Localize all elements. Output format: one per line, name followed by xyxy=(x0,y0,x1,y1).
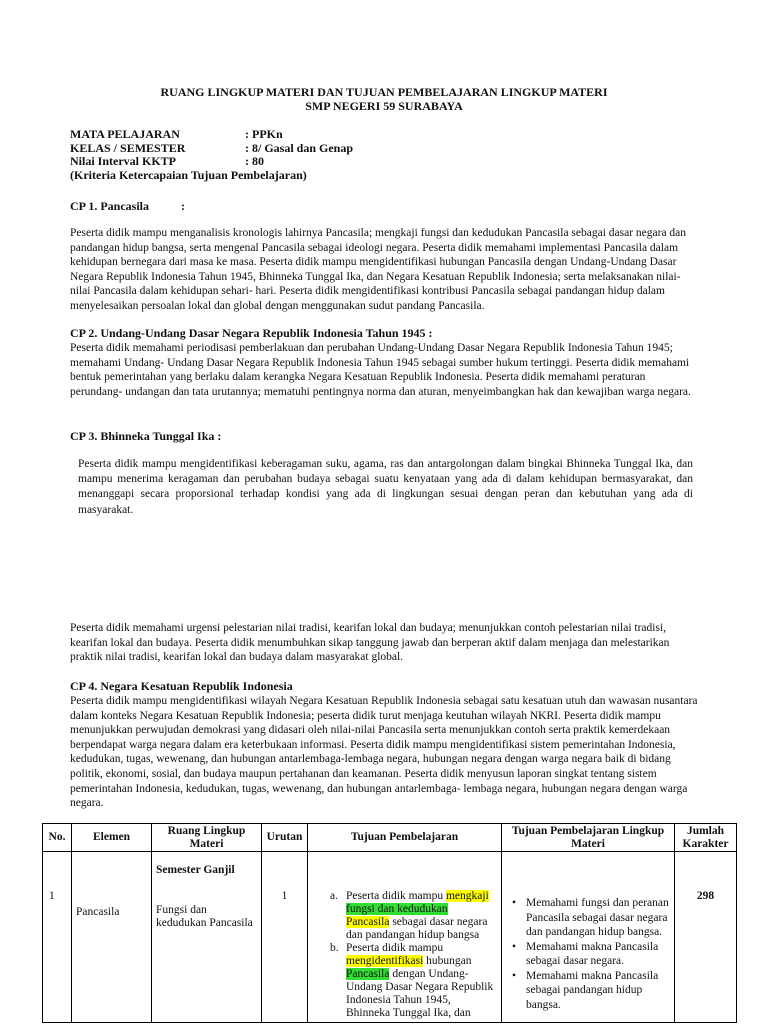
list-item: • Memahami makna Pancasila sebagai dasar negara. xyxy=(526,940,670,969)
highlight-green: fungsi dan kedudukan xyxy=(346,903,448,915)
document-title: RUANG LINGKUP MATERI DAN TUJUAN PEMBELAJARAN LINGKUP MATERI xyxy=(160,85,608,99)
list-item: • Memahami makna Pancasila sebagai pandangan hidup bangsa. xyxy=(526,969,670,1013)
table-row xyxy=(43,852,737,1023)
meta-label: KELAS / SEMESTER xyxy=(70,140,186,155)
header-jumlah: Jumlah Karakter xyxy=(675,824,737,852)
meta-block xyxy=(70,128,353,182)
cp4-paragraph: Peserta didik mampu mengidentifikasi wilayah Negara Kesatuan Republik Indonesia sebagai satu kesatuan utuh dan wawasan nusantara dalam konteks Negara Kesatuan Republik Indonesia; peserta didik turut menjaga keutuhan wilayah NKRI. Peserta didik mampu menunjukkan perwujudan demokrasi yang didasari oleh nilai-nilai Pancasila serta menunjukkan contoh serta praktik kemerdekaan berpendapat warga negara dalam era keterbukaan informasi. Peserta didik mampu mengidentifikasi sistem pemerintahan Indonesia, kedudukan, tugas, wewenang, dan hubungan antarlembaga-lembaga negara, hubungan negara dengan warga negara baik di bidang politik, ekonomi, sosial, dan budaya maupun pertahanan dan keamanan. Peserta didik menyusun laporan singkat tentang sistem pemerintahan Indonesia, kedudukan, tugas, wewenang, dan hubungan antarlembaga- lembaga negara, hubungan negara dengan warga negara. xyxy=(70,695,698,810)
cp4-heading: CP 4. Negara Kesatuan Republik Indonesia xyxy=(70,679,293,693)
cell-elemen: Pancasila xyxy=(72,852,152,1023)
meta-value: : 8/ Gasal dan Genap xyxy=(245,140,354,155)
highlight-yellow: mengidentifikasi xyxy=(346,955,424,967)
header-no: No. xyxy=(43,824,72,852)
cell-ruang xyxy=(152,852,262,1023)
highlight-yellow: Pancasila xyxy=(346,916,390,928)
cp1-paragraph: Peserta didik mampu menganalisis kronologis lahirnya Pancasila; mengkaji fungsi dan kedudukan Pancasila sebagai dasar negara dan pandangan hidup bangsa, serta mengenal Pancasila sebagai ideologi negara. Peserta didik memahami implementasi Pancasila dalam kehidupan bernegara dari masa ke masa. Peserta didik mampu mengidentifikasi hubungan Pancasila dengan Undang-Undang Dasar Negara Republik Indonesia Tahun 1945, Bhinneka Tunggal Ika, dan Negara Kesatuan Republik Indonesia; serta melaksanakan nilai-nilai Pancasila dalam kehidupan sehari- hari. Peserta didik mengidentifikasi kontribusi Pancasila sebagai pandangan hidup dalam menyelesaikan persoalan lokal dan global dengan menggunakan sudut pandang Pancasila. xyxy=(70,227,687,312)
meta-row xyxy=(70,155,353,169)
cp1-heading-text: CP 1. Pancasila xyxy=(70,199,150,213)
tp-table xyxy=(42,823,737,1023)
header-elemen: Elemen xyxy=(72,824,152,852)
cell-tplm xyxy=(502,852,675,1023)
tp-text: dengan Undang-Undang Dasar Negara Republik Indonesia Tahun 1945, Bhinneka Tunggal Ika, dan xyxy=(346,968,494,1019)
highlight-yellow: mengkaji xyxy=(445,890,489,902)
meta-row xyxy=(70,142,353,156)
header-urutan: Urutan xyxy=(262,824,308,852)
header-tplm: Tujuan Pembelajaran Lingkup Materi xyxy=(502,824,675,852)
cp2-paragraph: Peserta didik memahami periodisasi pemberlakuan dan perubahan Undang-Undang Dasar Negara Republik Indonesia Tahun 1945; memahami Undang- Undang Dasar Negara Republik Indonesia Tahun 1945 sebagai sumber hukum tertinggi. Peserta didik memahami bentuk pemerintahan yang berlaku dalam kerangka Negara Kesatuan Republik Indonesia. Peserta didik memahami peraturan perundang- undangan dan tata urutannya; mematuhi pentingnya norma dan aturan, menyeimbangkan hak dan kewajiban warga negara. xyxy=(70,342,691,398)
list-marker: a. xyxy=(330,890,338,902)
cell-no: 1 xyxy=(43,852,72,1023)
highlight-green: Pancasila xyxy=(346,968,390,980)
meta-value: : 80 xyxy=(245,154,264,168)
list-item: • Memahami fungsi dan peranan Pancasila sebagai dasar negara dan pandangan hidup bangsa. xyxy=(526,896,670,940)
tp-text: Peserta didik mampu xyxy=(346,942,444,954)
ruang-text: Fungsi dan kedudukan Pancasila xyxy=(156,904,253,929)
cp2-heading: CP 2. Undang-Undang Dasar Negara Republik Indonesia Tahun 1945 : xyxy=(70,326,433,340)
cp3-paragraph-2: Peserta didik memahami urgensi pelestarian nilai tradisi, kearifan lokal dan budaya; menunjukkan contoh pelestarian nilai tradisi, kearifan lokal dan budaya. Peserta didik menumbuhkan sikap tanggung jawab dan berperan aktif dalam menjaga dan melestarikan praktik nilai tradisi, kearifan lokal dan budaya dalam masyarakat global. xyxy=(70,622,670,664)
cell-jumlah: 298 xyxy=(675,852,737,1023)
meta-value: : PPKn xyxy=(245,127,283,141)
meta-note: (Kriteria Ketercapaian Tujuan Pembelajaran) xyxy=(70,167,307,182)
header-ruang-lingkup: Ruang Lingkup Materi xyxy=(152,824,262,852)
tp-text: sebagai dasar negara dan pandangan hidup bangsa xyxy=(346,916,488,941)
meta-label: MATA PELAJARAN xyxy=(70,127,180,141)
cp3-paragraph: Peserta didik mampu mengidentifikasi keberagaman suku, agama, ras dan antargolongan dalam bingkai Bhinneka Tunggal Ika, dan mampu menerima keragaman dan perubahan budaya sebagai suatu kenyataan yang ada di dalam kehidupan bermasyarakat, dan menanggapi secara proporsional terhadap kondisi yang ada di lingkungan sesuai dengan peran dan kebutuhan yang ada di masyarakat. xyxy=(78,458,693,516)
tplm-list xyxy=(506,896,670,1012)
cp3-heading: CP 3. Bhinneka Tunggal Ika : xyxy=(70,429,222,443)
header-tujuan: Tujuan Pembelajaran xyxy=(308,824,502,852)
table-header-row xyxy=(43,824,737,852)
cp1-heading xyxy=(70,199,185,214)
tp-list xyxy=(330,890,497,1020)
cell-urutan: 1 xyxy=(262,852,308,1023)
meta-label: Nilai Interval KKTP xyxy=(70,154,176,168)
cp1-heading-colon: : xyxy=(181,199,186,213)
cell-tujuan xyxy=(308,852,502,1023)
meta-row xyxy=(70,128,353,142)
school-name: SMP NEGERI 59 SURABAYA xyxy=(305,99,463,113)
tp-text: hubungan xyxy=(423,955,472,967)
list-item xyxy=(330,890,497,942)
tp-text: Peserta didik mampu xyxy=(346,890,446,902)
list-item xyxy=(330,942,497,1020)
list-marker: b. xyxy=(330,942,339,954)
semester-label: Semester Ganjil xyxy=(156,864,235,876)
